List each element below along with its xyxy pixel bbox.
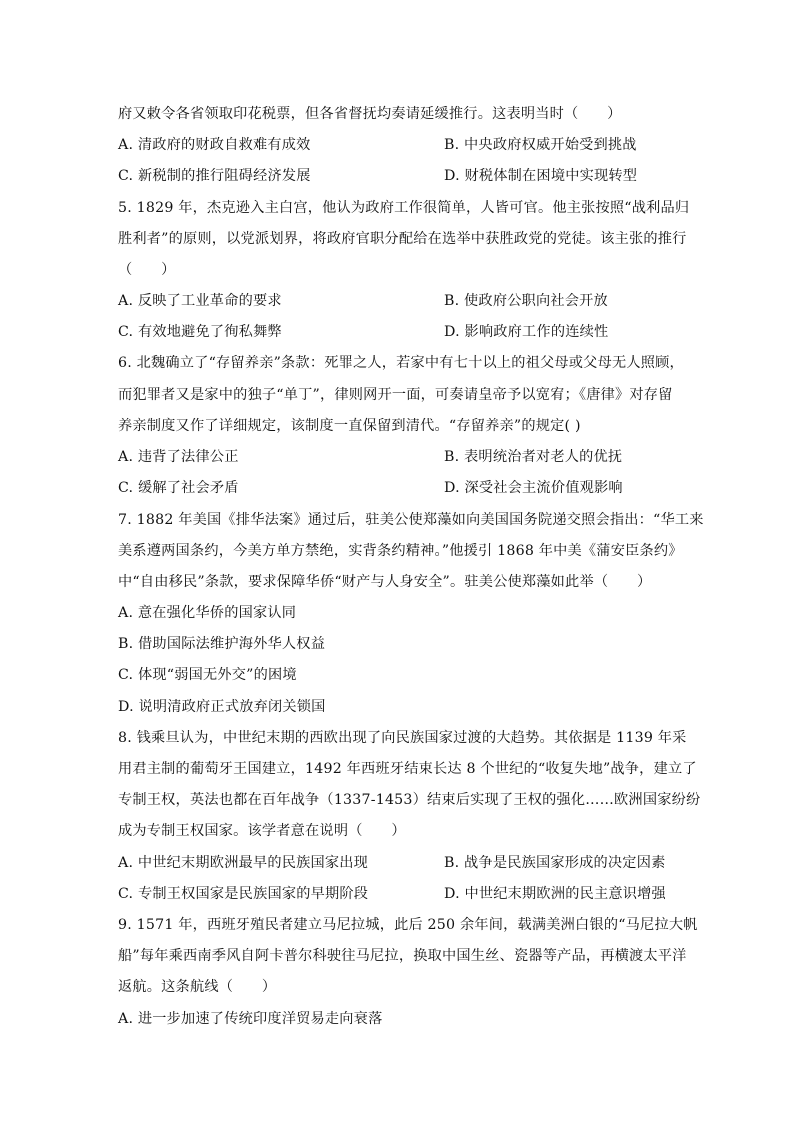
q8-stem-line-4: 成为专制王权国家。该学者意在说明（ ） [118,823,406,839]
q8-option-c: C. 专制王权国家是民族国家的早期阶段 [118,886,369,902]
q7-option-d: D. 说明清政府正式放弃闭关锁国 [118,699,326,715]
q7-option-c: C. 体现“弱国无外交”的困境 [118,667,297,683]
q8-option-d: D. 中世纪末期欧洲的民主意识增强 [444,886,666,902]
q5-stem-line-3: （ ） [118,262,176,278]
q7-stem-line-2: 美系遵两国条约，今美方单方禁绝，实背条约精神。”他援引 1868 年中美《蒲安臣条约》 [118,543,683,559]
q5-stem-line-1: 5. 1829 年，杰克逊入主白宫，他认为政府工作很简单，人皆可官。他主张按照“战利品归 [118,200,690,216]
q8-option-b: B. 战争是民族国家形成的决定因素 [444,855,666,871]
q6-stem-line-2: 而犯罪者又是家中的独子“单丁”，律则网开一面，可奏请皇帝予以宽宥；《唐律》对存留 [118,387,673,403]
q7-option-b: B. 借助国际法维护海外华人权益 [118,636,326,652]
q7-stem-line-1: 7. 1882 年美国《排华法案》通过后，驻美公使郑藻如向美国国务院递交照会指出：“华工来 [118,512,704,528]
q4-option-d: D. 财税体制在困境中实现转型 [444,168,638,184]
q7-option-a: A. 意在强化华侨的国家认同 [118,605,297,621]
q4-option-c: C. 新税制的推行阻碍经济发展 [118,168,311,184]
q5-option-b: B. 使政府公职向社会开放 [444,293,608,309]
q6-stem-line-1: 6. 北魏确立了“存留养亲”条款：死罪之人，若家中有七十以上的祖父母或父母无人照顾， [118,355,684,371]
q4-stem-line-1: 府又敕令各省领取印花税票，但各省督抚均奏请延缓推行。这表明当时（ ） [118,106,622,122]
q9-stem-line-1: 9. 1571 年，西班牙殖民者建立马尼拉城，此后 250 余年间，载满美洲白银的“马尼拉大帆 [118,917,698,933]
q8-stem-line-1: 8. 钱乘旦认为，中世纪末期的西欧出现了向民族国家过渡的大趋势。其依据是 1139 年采 [118,730,687,746]
q7-stem-line-3: 中“自由移民”条款，要求保障华侨“财产与人身安全”。驻美公使郑藻如此举（ ） [118,574,652,590]
q6-stem-line-3: 养亲制度又作了详细规定，该制度一直保留到清代。“存留养亲”的规定( ) [118,418,581,434]
q9-option-a: A. 进一步加速了传统印度洋贸易走向衰落 [118,1011,383,1027]
q4-option-a: A. 清政府的财政自救难有成效 [118,137,311,153]
q8-stem-line-2: 用君主制的葡萄牙王国建立，1492 年西班牙结束长达 8 个世纪的“收复失地”战争，建立了 [118,761,697,777]
q8-option-a: A. 中世纪末期欧洲最早的民族国家出现 [118,855,369,871]
q6-option-a: A. 违背了法律公正 [118,449,239,465]
q9-stem-line-3: 返航。这条航线（ ） [118,979,277,995]
q6-option-c: C. 缓解了社会矛盾 [118,480,239,496]
q5-option-a: A. 反映了工业革命的要求 [118,293,282,309]
q9-stem-line-2: 船”每年乘西南季风自阿卡普尔科驶往马尼拉，换取中国生丝、瓷器等产品，再横渡太平洋 [118,948,687,964]
q4-option-b: B. 中央政府权威开始受到挑战 [444,137,637,153]
q8-stem-line-3: 专制王权，英法也都在百年战争（1337-1453）结束后实现了王权的强化……欧洲国家纷纷 [118,792,701,808]
q6-option-d: D. 深受社会主流价值观影响 [444,480,623,496]
q6-option-b: B. 表明统治者对老人的优抚 [444,449,623,465]
q5-option-c: C. 有效地避免了徇私舞弊 [118,324,282,340]
q5-stem-line-2: 胜利者”的原则，以党派划界，将政府官职分配给在选举中获胜政党的党徒。该主张的推行 [118,231,687,247]
q5-option-d: D. 影响政府工作的连续性 [444,324,609,340]
